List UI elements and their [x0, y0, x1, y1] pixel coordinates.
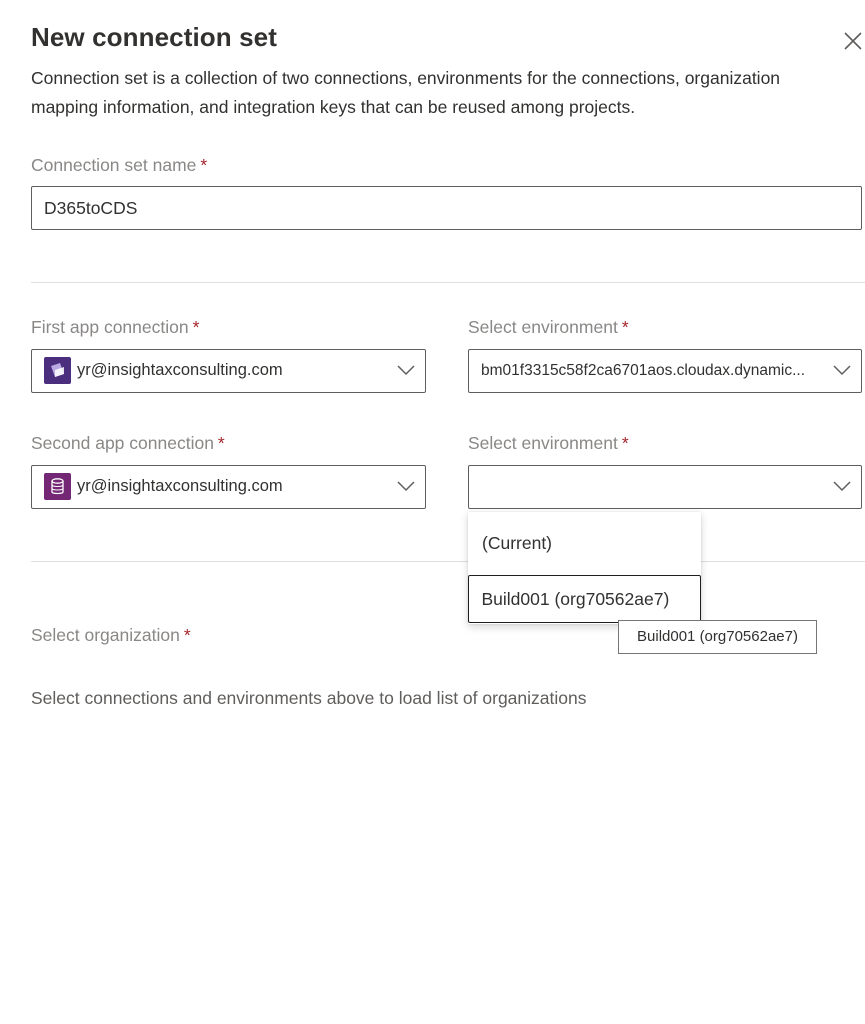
first-app-connection-value: yr@insightaxconsulting.com: [77, 361, 283, 379]
required-marker: *: [200, 155, 208, 175]
required-marker: *: [217, 433, 225, 453]
connection-set-name-input[interactable]: [31, 186, 862, 230]
option-tooltip: Build001 (org70562ae7): [618, 620, 817, 654]
close-icon: [842, 30, 864, 52]
section-divider: [31, 282, 865, 283]
second-app-connection-value: yr@insightaxconsulting.com: [77, 477, 283, 495]
chevron-down-icon: [397, 363, 415, 377]
second-app-connection-label-text: Second app connection: [31, 433, 214, 453]
required-marker: *: [192, 317, 200, 337]
required-marker: *: [621, 433, 629, 453]
first-app-connection-label-text: First app connection: [31, 317, 189, 337]
panel-description: Connection set is a collection of two connections, environments for the connections, organization mapping information, and integration keys that can be reused among projects.: [31, 68, 781, 117]
connection-set-name-label-text: Connection set name: [31, 155, 197, 175]
second-app-environment-label-text: Select environment: [468, 433, 618, 453]
first-app-environment-label: [468, 317, 629, 338]
dataverse-database-icon: [44, 473, 71, 500]
dynamics-ops-icon: [44, 357, 71, 384]
required-marker: *: [621, 317, 629, 337]
second-app-environment-dropdown[interactable]: [468, 465, 862, 509]
second-app-environment-label: [468, 433, 629, 454]
select-organization-label: [31, 625, 191, 646]
close-button[interactable]: [842, 30, 864, 52]
first-app-environment-value: bm01f3315c58f2ca6701aos.cloudax.dynamic...: [481, 362, 805, 379]
first-app-connection-dropdown[interactable]: [31, 349, 426, 393]
environment-option-build001[interactable]: Build001 (org70562ae7): [468, 575, 701, 623]
chevron-down-icon: [397, 479, 415, 493]
first-app-connection-label: [31, 317, 199, 338]
select-organization-label-text: Select organization: [31, 625, 180, 645]
environment-options-menu: [468, 512, 701, 624]
chevron-down-icon: [833, 363, 851, 377]
required-marker: *: [183, 625, 191, 645]
organization-hint: Select connections and environments above to load list of organizations: [31, 688, 587, 708]
connection-set-name-label: [31, 155, 207, 176]
first-app-environment-label-text: Select environment: [468, 317, 618, 337]
first-app-environment-dropdown[interactable]: [468, 349, 862, 393]
environment-option-current[interactable]: (Current): [482, 533, 553, 553]
second-app-connection-dropdown[interactable]: [31, 465, 426, 509]
second-app-connection-label: [31, 433, 225, 454]
chevron-down-icon: [833, 479, 851, 493]
section-divider: [31, 561, 865, 562]
panel-title: New connection set: [31, 22, 277, 52]
